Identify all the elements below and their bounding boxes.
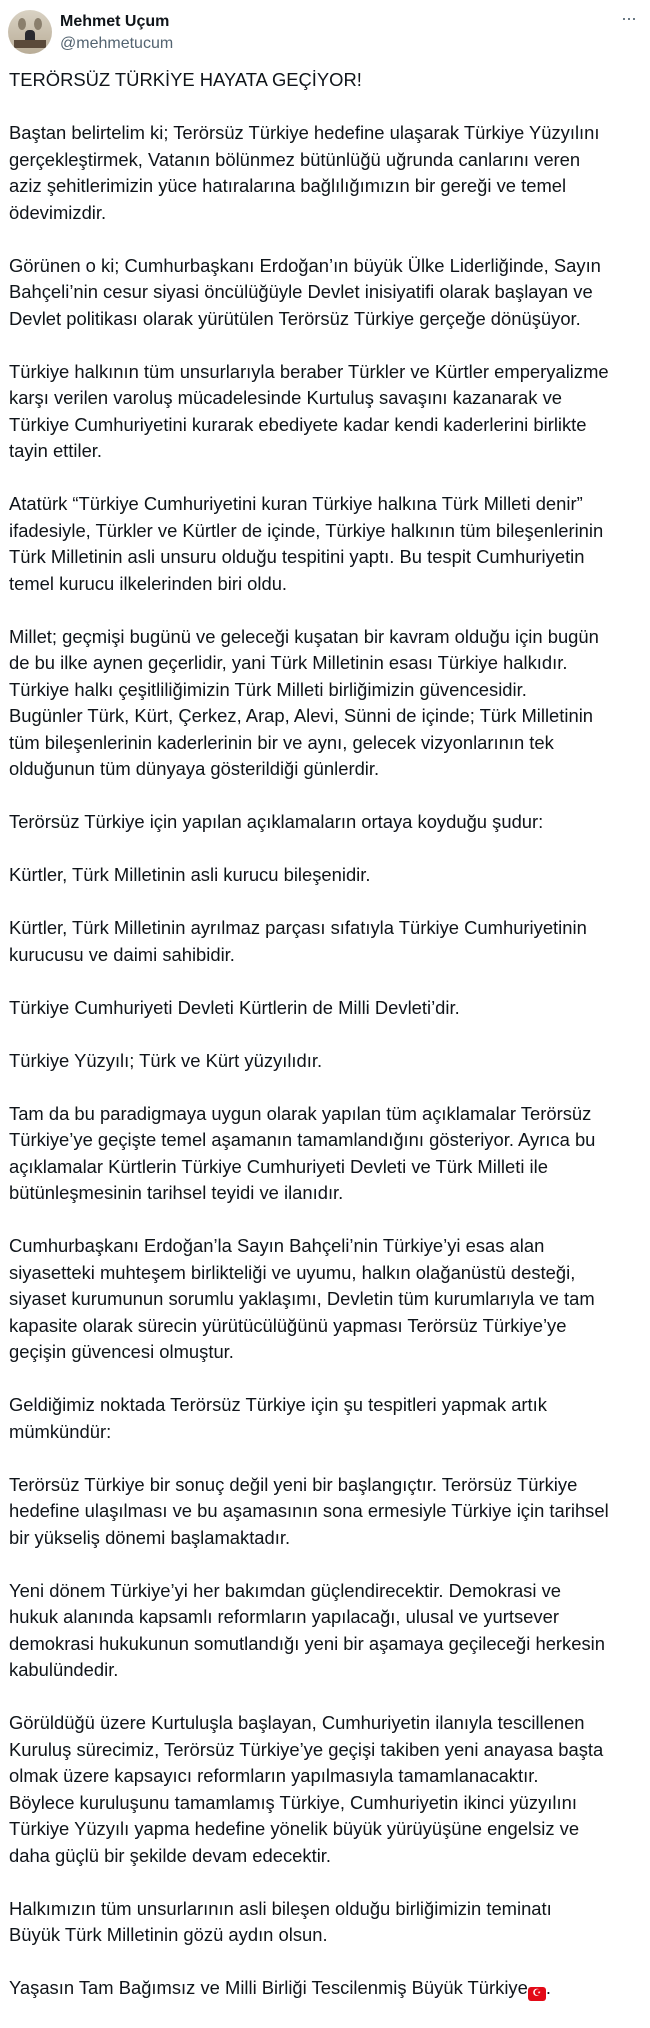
paragraph: Türkiye Yüzyılı; Türk ve Kürt yüzyılıdır. — [9, 1049, 323, 1071]
paragraph: Yeni dönem Türkiye’yi her bakımdan güçlendirecektir. Demokrasi ve hukuk alanında kapsamlı reformların yapılacağı, ulusal ve yurtsever demokrasi hukukunun somutlandığı yeni bir aşamaya geçileceği herkesin kabulündedir. — [9, 1579, 605, 1680]
paragraph: Millet; geçmişi bugünü ve geleceği kuşatan bir kavram olduğu için bugün de bu ilke aynen geçerlidir, yani Türk Milletinin esası Türkiye halkıdır. Türkiye halkı çeşitliliğimizin Türk Milleti birliğimizin güvencesidir. Bugünler Türk, Kürt, Çerkez, Arap, Alevi, Sünni de içinde; Türk Milletinin tüm bileşenlerinin kaderlerinin bir ve aynı, gelecek vizyonlarının tek olduğunun tüm dünyaya gösterildiği günlerdir. — [9, 625, 599, 779]
author-name[interactable]: Mehmet Uçum — [60, 13, 170, 30]
paragraph: Terörsüz Türkiye bir sonuç değil yeni bir başlangıçtır. Terörsüz Türkiye hedefine ulaşılması ve bu aşamasının sona ermesiyle Türkiye için tarihsel bir yükseliş dönemi başlamaktadır. — [9, 1473, 609, 1548]
avatar[interactable] — [8, 10, 52, 54]
portrait-decor — [34, 18, 42, 30]
paragraph: Türkiye Cumhuriyeti Devleti Kürtlerin de Milli Devleti’dir. — [9, 996, 460, 1018]
paragraphs — [9, 120, 644, 1949]
desk-figure — [14, 40, 46, 48]
closing-text: Yaşasın Tam Bağımsız ve Milli Birliği Tescilenmiş Büyük Türkiye — [9, 1977, 528, 1998]
paragraph: Atatürk “Türkiye Cumhuriyetini kuran Türkiye halkına Türk Milleti denir” ifadesiyle, Türkler ve Kürtler de içinde, Türkiye halkının tüm bileşenlerinin Türk Milletinin asli unsuru olduğu tespitini yaptı. Bu tespit Cumhuriyetin temel kurucu ilkelerinden biri oldu. — [9, 493, 604, 594]
paragraph: Görünen o ki; Cumhurbaşkanı Erdoğan’ın büyük Ülke Liderliğinde, Sayın Bahçeli’nin cesur siyasi öncülüğüyle Devlet inisiyatifi olarak başlayan ve Devlet politikası olarak yürütülen Terörsüz Türkiye gerçeğe dönüşüyor. — [9, 254, 601, 329]
paragraph: Tam da bu paradigmaya uygun olarak yapılan tüm açıklamalar Terörsüz Türkiye’ye geçişte temel aşamanın tamamlandığını gösteriyor. Ayrıca bu açıklamalar Kürtlerin Türkiye Cumhuriyeti Devleti ve Türk Milleti ile bütünleşmesinin tarihsel teyidi ve ilanıdır. — [9, 1102, 596, 1203]
closing-end: . — [545, 1977, 551, 1998]
paragraph: Baştan belirtelim ki; Terörsüz Türkiye hedefine ulaşarak Türkiye Yüzyılını gerçekleştirmek, Vatanın bölünmez bütünlüğü uğrunda canlarını veren aziz şehitlerimizin yüce hatıralarına bağlılığımızın bir gereği ve temel ödevimizdir. — [9, 122, 600, 223]
paragraph: Cumhurbaşkanı Erdoğan’la Sayın Bahçeli’nin Türkiye’yi esas alan siyasetteki muhteşem birlikteliği ve uyumu, halkın olağanüstü desteği, siyaset kurumunun sorumlu yaklaşımı, Devletin tüm kurumlarıyla ve tam kapasite olarak sürecin yürütücülüğünü yapması Terörsüz Türkiye’ye geçişin güvencesi olmuştur. — [9, 1235, 595, 1362]
paragraph: Kürtler, Türk Milletinin asli kurucu bileşenidir. — [9, 864, 371, 885]
paragraph: Terörsüz Türkiye için yapılan açıklamaların ortaya koyduğu şudur: — [9, 811, 544, 832]
paragraph: Görüldüğü üzere Kurtuluşla başlayan, Cumhuriyetin ilanıyla tescillenen Kuruluş sürecimiz, Terörsüz Türkiye’ye geçişi takiben yeni anayasa başta olmak üzere kapsayıcı reformların yapılmasıyla tamamlanacaktır. Böylece kuruluşunu tamamlamış Türkiye, Cumhuriyetin ikinci yüzyılını Türkiye Yüzyılı yapma hedefine yönelik büyük yürüyüşüne engelsiz ve daha güçlü bir şekilde devam edecektir. — [9, 1712, 604, 1866]
tweet-title: TERÖRSÜZ TÜRKİYE HAYATA GEÇİYOR! — [9, 69, 362, 90]
paragraph: Geldiğimiz noktada Terörsüz Türkiye için şu tespitleri yapmak artık mümkündür: — [9, 1394, 547, 1442]
more-options-icon[interactable]: ··· — [621, 8, 636, 28]
closing-line — [9, 1975, 644, 2002]
paragraph: Kürtler, Türk Milletinin ayrılmaz parçası sıfatıyla Türkiye Cumhuriyetinin kurucusu ve daimi sahibidir. — [9, 917, 587, 965]
paragraph: Halkımızın tüm unsurlarının asli bileşen olduğu birliğimizin teminatı Büyük Türk Milletinin gözü aydın olsun. — [9, 1897, 552, 1945]
author-handle[interactable]: @mehmetucum — [60, 35, 174, 52]
tweet-text — [9, 67, 644, 2028]
turkey-flag-icon: ☪ — [528, 1987, 546, 2001]
paragraph: Türkiye halkının tüm unsurlarıyla beraber Türkler ve Kürtler emperyalizme karşı verilen varoluş mücadelesinde Kurtuluş savaşını kazanarak ve Türkiye Cumhuriyetini kurarak ebediyete kadar kendi kaderlerini birlikte tayin ettiler. — [9, 360, 609, 461]
portrait-decor — [18, 18, 26, 30]
